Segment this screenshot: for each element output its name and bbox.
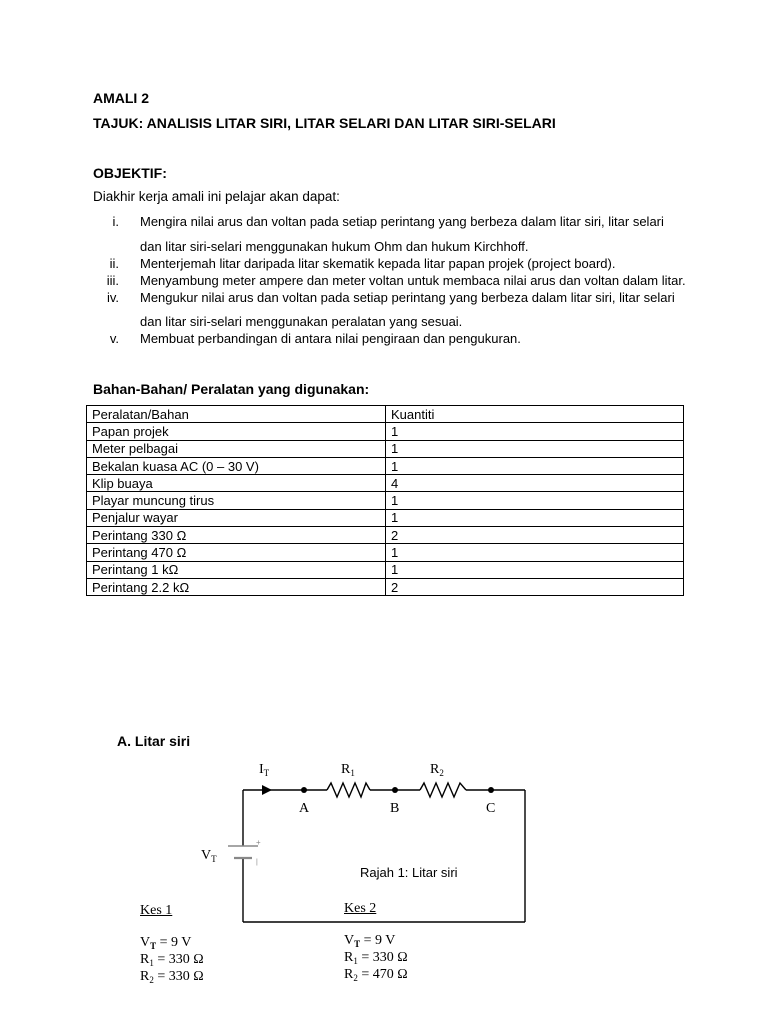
table-cell: 1 [386,544,684,561]
table-cell: Perintang 330 Ω [87,527,386,544]
node-c-label: C [486,801,496,816]
table-cell: Penjalur wayar [87,509,386,526]
table-cell: Perintang 2.2 kΩ [87,578,386,595]
objective-num: i. [112,214,119,229]
objective-heading: OBJEKTIF: [93,165,167,181]
node-b-dot [392,787,398,793]
current-label: $I_T$ [259,762,270,778]
diagram-caption: Rajah 1: Litar siri [360,865,458,880]
table-cell: Playar muncung tirus [87,492,386,509]
node-b-label: B [390,801,400,816]
node-c-dot [488,787,494,793]
table-cell: 1 [386,509,684,526]
table-cell: 1 [386,457,684,474]
table-cell: Meter pelbagai [87,440,386,457]
objective-item: Mengira nilai arus dan voltan pada setiap perintang yang berbeza dalam litar siri, litar selari [140,214,664,229]
objective-num: ii. [109,256,119,271]
table-cell: 1 [386,561,684,578]
table-cell: 4 [386,475,684,492]
table-cell: Bekalan kuasa AC (0 – 30 V) [87,457,386,474]
table-cell: Perintang 470 Ω [87,544,386,561]
objective-intro: Diakhir kerja amali ini pelajar akan dapat: [93,189,340,204]
table-header-cell: Kuantiti [386,406,684,423]
objective-item-cont: dan litar siri-selari menggunakan hukum Ohm dan hukum Kirchhoff. [140,239,529,254]
table-cell: Perintang 1 kΩ [87,561,386,578]
objective-item-cont: dan litar siri-selari menggunakan peralatan yang sesuai. [140,314,463,329]
case-2-r1: $R_1 = 330$ Ω [344,950,408,966]
table-cell: 2 [386,578,684,595]
battery-minus-sign: | [256,859,258,866]
table-cell: 1 [386,440,684,457]
node-a-label: A [299,801,310,816]
case-1-vt: $V_T = 9$ V [140,935,192,951]
table-cell: 2 [386,527,684,544]
objective-num: iv. [106,290,119,305]
objective-item: Menyambung meter ampere dan meter voltan untuk membaca nilai arus dan voltan dalam litar. [140,273,686,288]
case-2-vt: $V_T = 9$ V [344,933,396,949]
current-arrow-icon [262,785,272,795]
objective-num: iii. [106,273,119,288]
case-2-title: Kes 2 [344,901,377,916]
resistor-r1-label: $R_1$ [341,762,355,778]
materials-heading: Bahan-Bahan/ Peralatan yang digunakan: [93,381,370,397]
objective-item: Menterjemah litar daripada litar skematik kepada litar papan projek (project board). [140,256,616,271]
source-voltage-label: $V_T$ [201,848,217,864]
node-a-dot [301,787,307,793]
practical-number: AMALI 2 [93,90,149,106]
table-header-cell: Peralatan/Bahan [87,406,386,423]
case-1-r2: $R_2 = 330$ Ω [140,969,204,985]
table-cell: Klip buaya [87,475,386,492]
case-1-r1: $R_1 = 330$ Ω [140,952,204,968]
case-1-title: Kes 1 [140,903,173,918]
resistor-r1-symbol [327,783,370,797]
objective-item: Membuat perbandingan di antara nilai pengiraan dan pengukuran. [140,331,521,346]
objective-num: v. [109,331,119,346]
table-cell: 1 [386,423,684,440]
resistor-r2-symbol [420,783,466,797]
table-cell: Papan projek [87,423,386,440]
section-a-heading: A. Litar siri [117,733,191,749]
objective-item: Mengukur nilai arus dan voltan pada setiap perintang yang berbeza dalam litar siri, litar selari [140,290,675,305]
table-cell: 1 [386,492,684,509]
case-2-r2: $R_2 = 470$ Ω [344,967,408,983]
battery-plus-sign: + [256,838,261,847]
practical-title: TAJUK: ANALISIS LITAR SIRI, LITAR SELARI DAN LITAR SIRI-SELARI [93,115,556,131]
resistor-r2-label: $R_2$ [430,762,444,778]
